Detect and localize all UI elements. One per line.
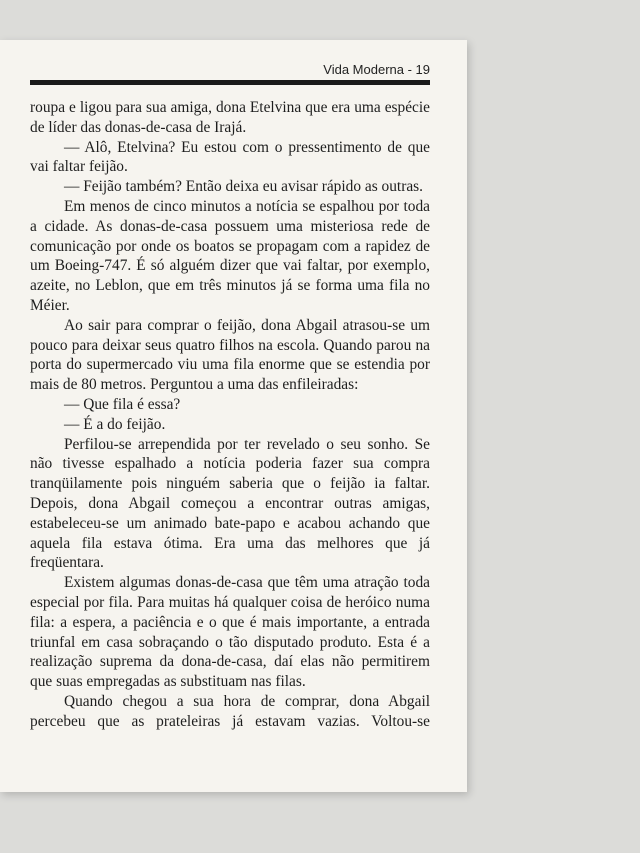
paragraph: Perfilou-se arrependida por ter revelado o seu sonho. Se não tivesse espalhado a notícia poderia fazer sua compra tranqüilamente pois ninguém saberia que o feijão ia faltar. Depois, dona Abgail começou a encontrar outras amigas, estabeleceu-se um animado bate-papo e acabou achando que aquela fila estava ótima. Era uma das melhores que já freqüentara.: [30, 435, 430, 572]
header-rule: [30, 80, 430, 85]
running-header: Vida Moderna - 19: [323, 62, 430, 77]
paragraph: Em menos de cinco minutos a notícia se espalhou por toda a cidade. As donas-de-casa possuem uma misteriosa rede de comunicação por onde os boatos se propagam com a rapidez de um Boeing-747. É só alguém dizer que vai faltar, por exemplo, azeite, no Leblon, que em três minutos já se forma uma fila no Méier.: [30, 197, 430, 314]
dialogue-line: — Que fila é essa?: [64, 395, 181, 413]
body-text: [30, 98, 430, 732]
dialogue-line: — Feijão também? Então deixa eu avisar rápido as outras.: [64, 178, 423, 196]
paragraph: Ao sair para comprar o feijão, dona Abgail atrasou-se um pouco para deixar seus quatro filhos na escola. Quando parou na porta do supermercado viu uma fila enorme que se estendia por mais de 80 metros. Perguntou a uma das enfileiradas:: [30, 316, 430, 394]
book-page: [0, 40, 467, 792]
dialogue-line: — É a do feijão.: [64, 415, 166, 433]
dialogue-line: — Alô, Etelvina? Eu estou com o pressentimento de que vai faltar feijão.: [30, 138, 430, 176]
paragraph: Quando chegou a sua hora de comprar, dona Abgail percebeu que as prateleiras já estavam vazias. Voltou-se: [30, 692, 430, 730]
paragraph: roupa e ligou para sua amiga, dona Etelvina que era uma espécie de líder das donas-de-casa de Irajá.: [30, 99, 430, 136]
paragraph: Existem algumas donas-de-casa que têm uma atração toda especial por fila. Para muitas há qualquer coisa de heróico numa fila: a espera, a paciência e o que é mais importante, a entrada triunfal em casa sobraçando o tão disputado produto. Esta é a realização suprema da dona-de-casa, daí elas não permitirem que suas empregadas as substituam nas filas.: [30, 574, 430, 691]
